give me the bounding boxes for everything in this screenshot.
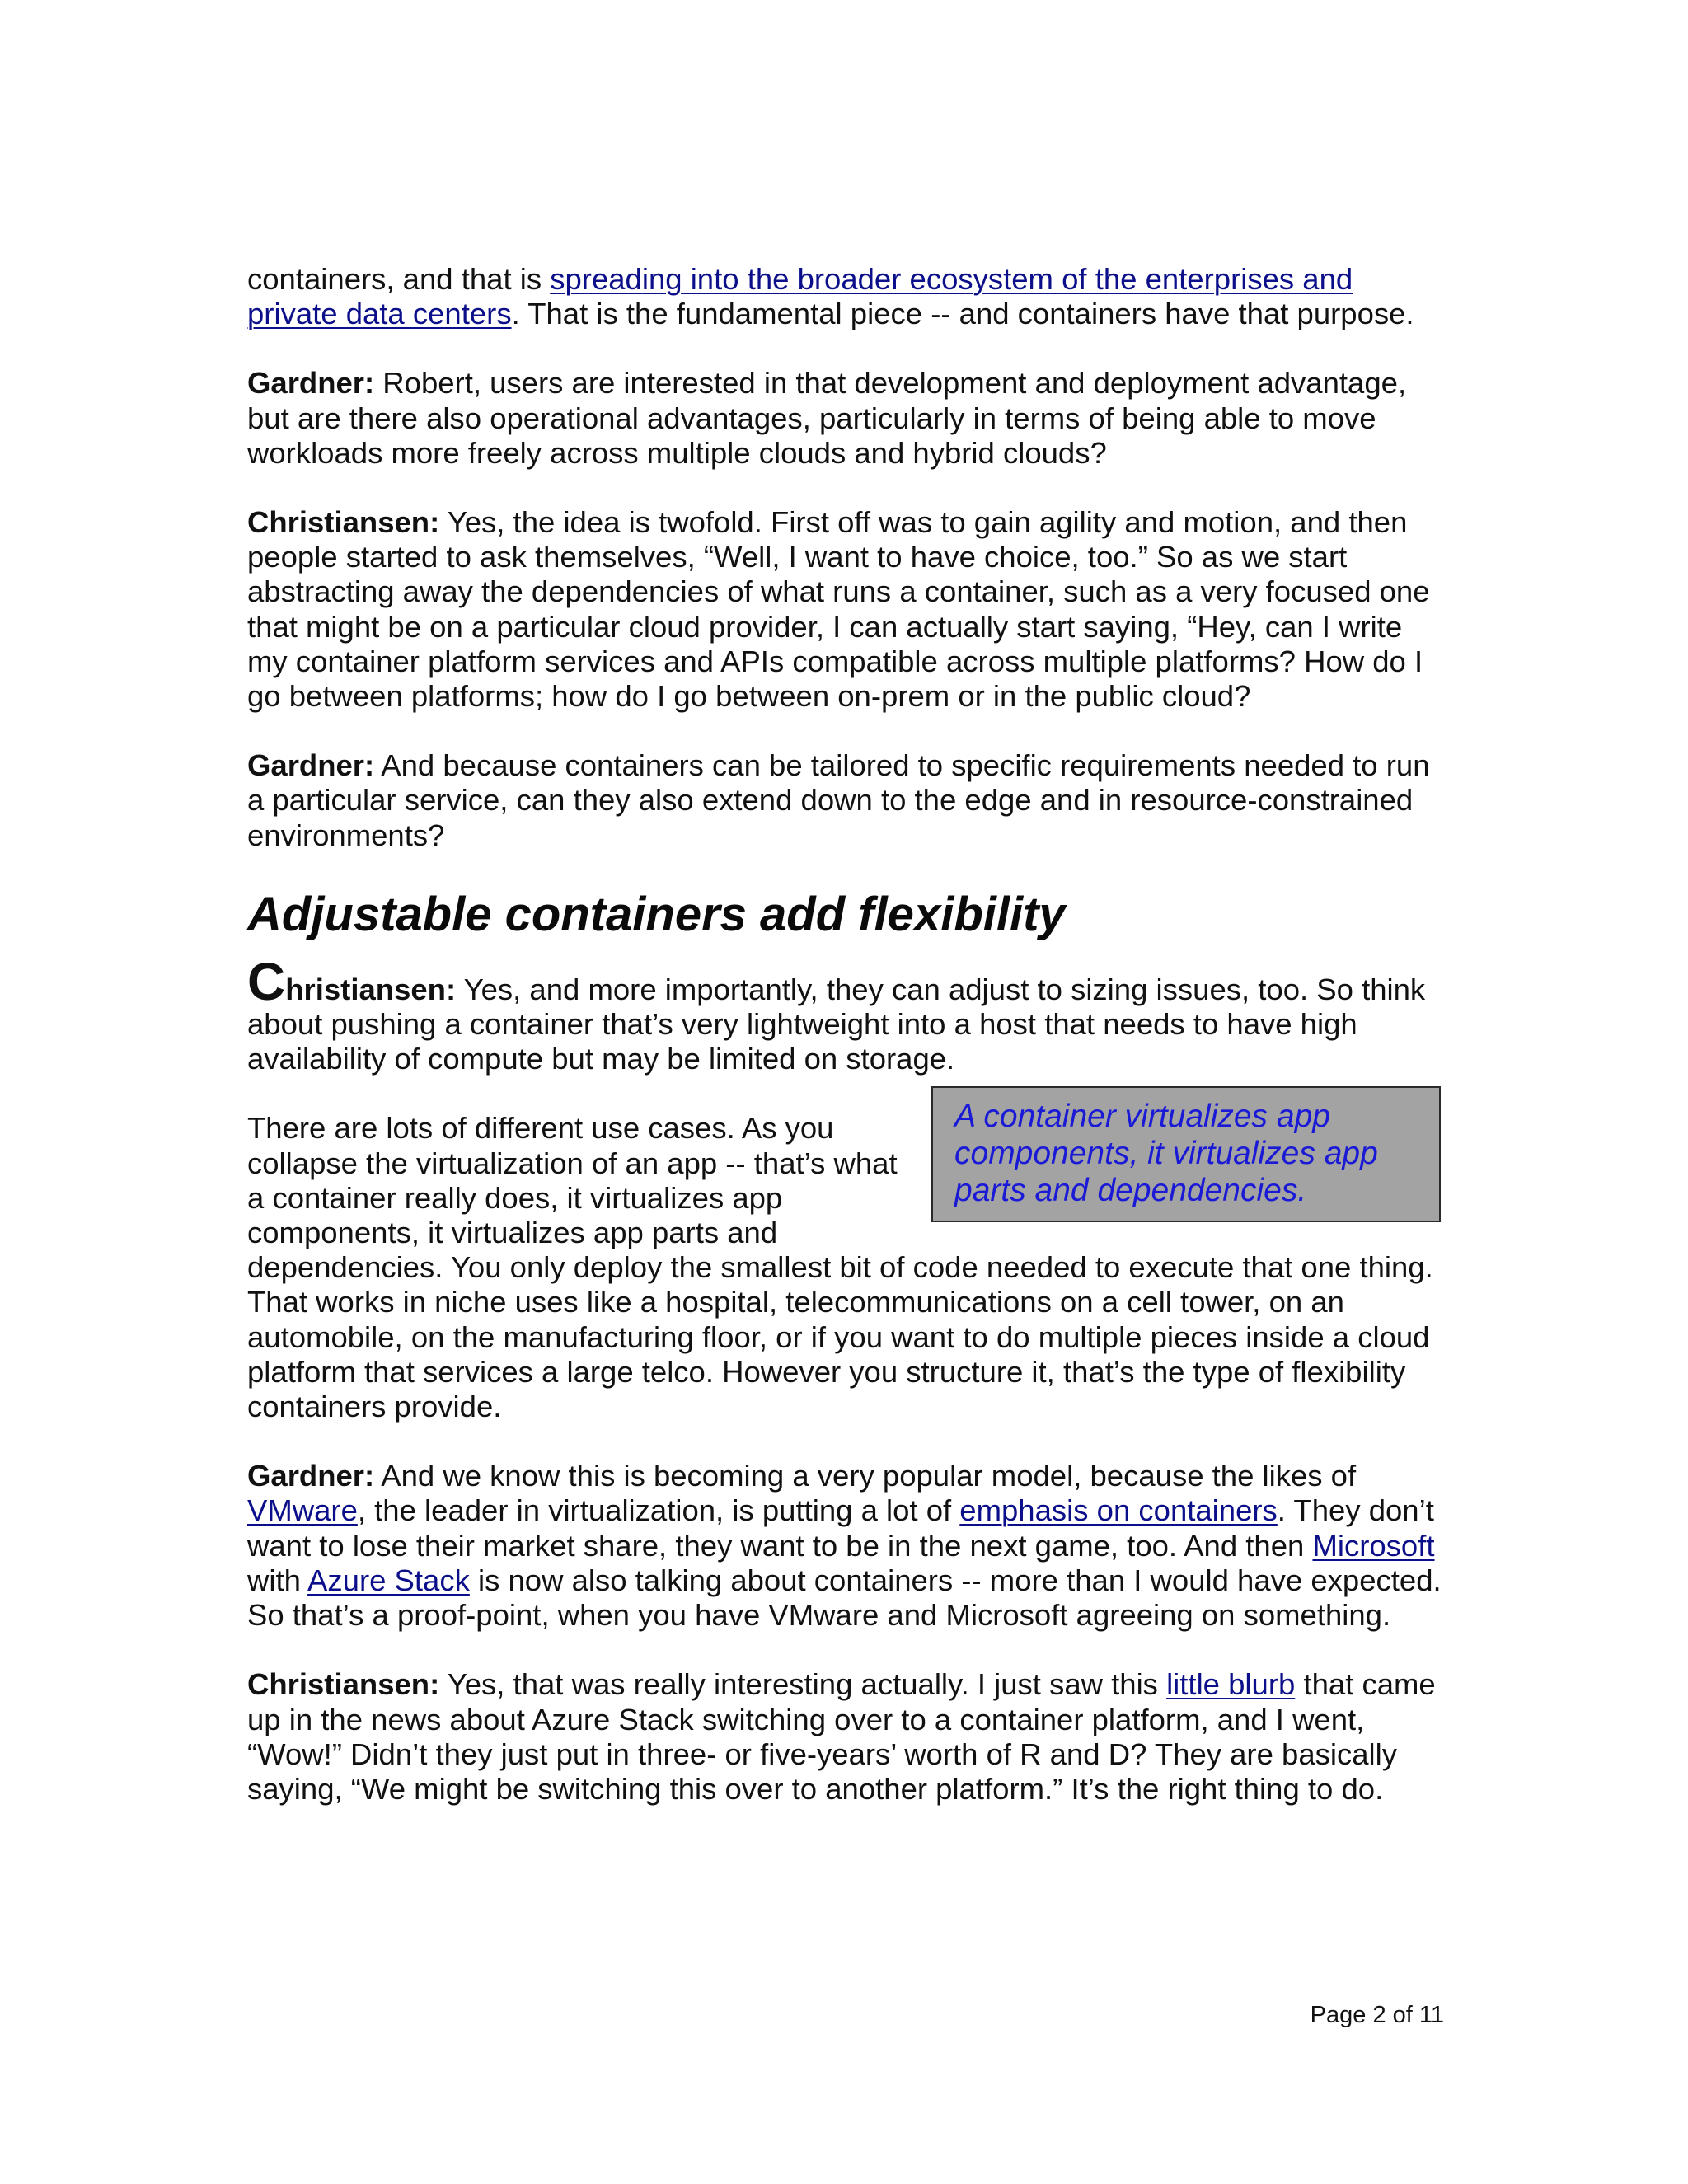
speaker-name: Christiansen:	[247, 1667, 440, 1702]
pull-quote: A container virtualizes app components, it virtualizes app parts and dependencies.	[931, 1086, 1441, 1222]
speaker-name: Christiansen:	[247, 505, 440, 540]
paragraph-2	[247, 366, 1446, 471]
paragraph-7	[247, 1459, 1446, 1633]
paragraph-text: . That is the fundamental piece -- and containers have that purpose.	[511, 297, 1414, 331]
section-heading: Adjustable containers add flexibility	[247, 887, 1066, 941]
paragraph-4	[247, 748, 1446, 853]
paragraph-text: with	[247, 1563, 308, 1597]
paragraph-text: And because containers can be tailored to specific requirements needed to run a particular service, can they also extend down to the edge and in resource-constrained environments?	[247, 748, 1430, 852]
speaker-name: Gardner:	[247, 748, 375, 783]
paragraph-text: Robert, users are interested in that development and deployment advantage, but are there also operational advantages, particularly in terms of being able to move workloads more freely across multiple clouds and hybrid clouds?	[247, 366, 1407, 470]
paragraph-text: that came up in the news about Azure Stack switching over to a container platform, and I went, “Wow!” Didn’t they just put in three- or five-years’ worth of R and D? They are basically saying, “We might be switching this over to another platform.” It’s the right thing to do.	[247, 1667, 1436, 1806]
paragraph-5	[247, 951, 1446, 1077]
page-number: Page 2 of 11	[1310, 2002, 1444, 2028]
paragraph-text: is now also talking about containers -- more than I would have expected. So that’s a proof-point, when you have VMware and Microsoft agreeing on something.	[247, 1563, 1442, 1633]
paragraph-3	[247, 505, 1446, 714]
paragraph-text: , the leader in virtualization, is putting a lot of	[357, 1493, 960, 1528]
paragraph-1	[247, 262, 1446, 331]
paragraph-text: Yes, and more importantly, they can adjust to sizing issues, too. So think about pushing a container that’s very lightweight into a host that needs to have high availability of compute but may be limited on storage.	[247, 972, 1426, 1076]
paragraph-text: Yes, the idea is twofold. First off was to gain agility and motion, and then people started to ask themselves, “Well, I want to have choice, too.” So as we start abstracting away the dependencies of what runs a container, such as a very focused one that might be on a particular cloud provider, I can actually start saying, “Hey, can I write my container platform services and APIs compatible across multiple platforms? How do I go between platforms; how do I go between on-prem or in the public cloud?	[247, 505, 1430, 714]
link-emphasis-on-containers[interactable]: emphasis on containers	[959, 1493, 1278, 1528]
paragraph-8	[247, 1667, 1446, 1807]
link-broader-ecosystem[interactable]: spreading into the broader ecosystem of the enterprises and private data centers	[247, 262, 1353, 331]
link-little-blurb[interactable]: little blurb	[1166, 1667, 1296, 1702]
link-azure-stack[interactable]: Azure Stack	[307, 1563, 470, 1597]
paragraph-text: containers, and that is	[247, 262, 551, 296]
paragraph-text: And we know this is becoming a very popular model, because the likes of	[374, 1459, 1357, 1493]
drop-cap: C	[247, 951, 286, 1011]
document-page	[247, 262, 1446, 1841]
link-microsoft[interactable]: Microsoft	[1312, 1528, 1435, 1563]
speaker-name: Gardner:	[247, 366, 375, 401]
paragraph-text: There are lots of different use cases. As you collapse the virtualization of an app -- that’s what a container really does, it virtualizes app components, it virtualizes app parts and dependencies. You only deploy the smallest bit of code needed to execute that one thing. That works in niche uses like a hospital, telecommunications on a cell tower, on an automobile, on the manufacturing floor, or if you want to do multiple pieces inside a cloud platform that services a large telco. However you structure it, that’s the type of flexibility containers provide.	[247, 1111, 1433, 1424]
paragraph-text: Yes, that was really interesting actually. I just saw this	[439, 1667, 1167, 1702]
paragraph-text: . They don’t want to lose their market share, they want to be in the next game, too. And then	[247, 1493, 1434, 1563]
link-vmware[interactable]: VMware	[247, 1493, 358, 1528]
speaker-name: hristiansen:	[285, 972, 457, 1006]
speaker-name: Gardner:	[247, 1459, 375, 1493]
